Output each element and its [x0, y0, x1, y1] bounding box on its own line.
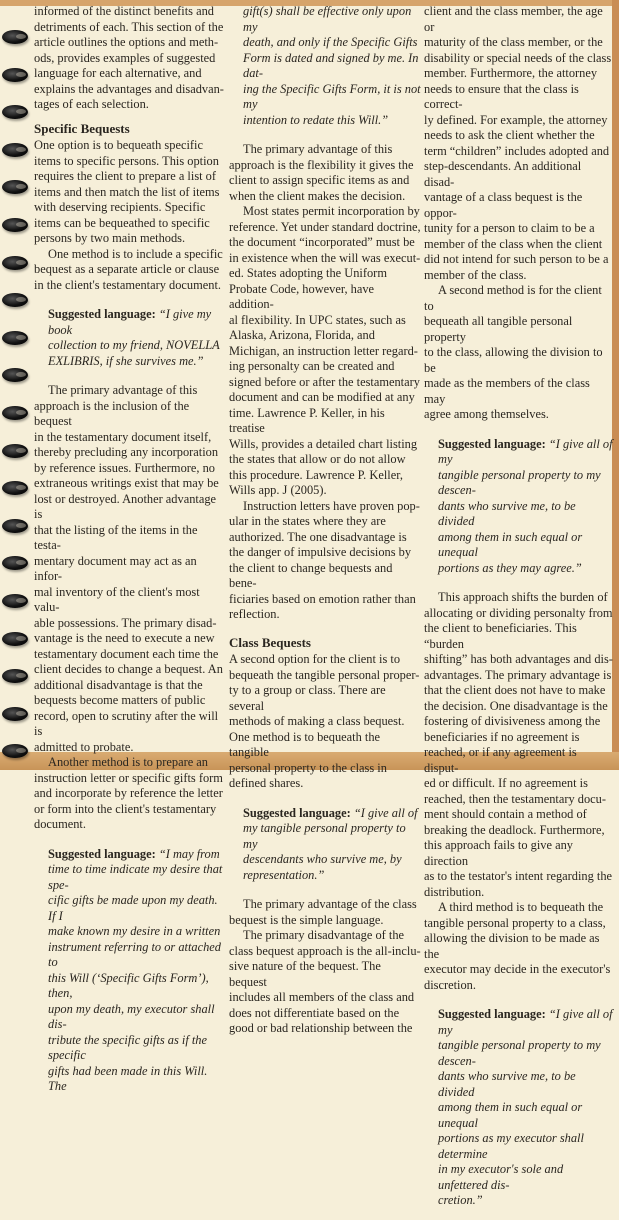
quote-label: Suggested language: — [438, 1007, 546, 1021]
binding-ring — [2, 406, 28, 420]
suggested-language-quote — [48, 847, 226, 1095]
suggested-language-quote — [48, 307, 226, 369]
paragraph: A second method is for the client to bequeath all tangible personal property to the class, allowing the division to be made as the members of the class may agree among themselves. — [424, 283, 603, 421]
suggested-language-quote — [243, 806, 421, 884]
binding-ring — [2, 180, 28, 194]
quote-label: Suggested language: — [243, 805, 351, 820]
binding-ring — [2, 744, 28, 758]
quote-text: “I give all of my tangible personal property to my descendants who survive me, by representation.” — [243, 805, 418, 882]
paragraph: The primary advantage of the class bequest is the simple language. — [229, 897, 417, 927]
paragraph: One method is to include a specific bequest as a separate article or clause in the client's testamentary document. — [34, 246, 223, 292]
paragraph: informed of the distinct benefits and detriments of each. This section of the article outlines the options and meth- ods, provides examples of suggested language for each alternative, and explains the advantages and disadvan- tages of each selection. — [34, 4, 224, 111]
binding-ring — [2, 444, 28, 458]
paragraph: The primary advantage of this approach is the flexibility it gives the client to assign specific items as and when the client makes the decision. — [229, 142, 414, 203]
paragraph: The primary disadvantage of the class bequest approach is the all-inclu- sive nature of the bequest. The bequest includes all members of the class and does not differentiate based on the good or bad relationship between the — [229, 928, 421, 1035]
binding-ring — [2, 707, 28, 721]
binding-ring — [2, 519, 28, 533]
column-1 — [34, 4, 226, 1106]
quote-label: Suggested language: — [438, 436, 546, 451]
suggested-language-quote — [438, 437, 614, 577]
quote-text: “I give all of my tangible personal property to my descen- dants who survive me, to be divided among them in such equal or unequal portions as my executor shall determine in my executor's sole and unfettered dis- cretion.” — [438, 1007, 613, 1207]
paragraph: client and the class member, the age or maturity of the class member, or the disability or special needs of the class member. Furthermore, the attorney needs to ensure that the class is correct- ly defined. For example, the attorney needs to ask the client whether the term “children” includes adopted and step-descendants. An additional disad- vantage of a class bequest is the oppor- tunity for a person to claim to be a member of the class when the client did not intend for such person to be a member of the class. — [424, 4, 612, 282]
paragraph: A second option for the client is to bequeath the tangible personal proper- ty to a group or class. There are several methods of making a class bequest. One method is to bequeath the tangible personal property to the class in defined shares. — [229, 652, 420, 790]
section-heading-specific-bequests: Specific Bequests — [34, 120, 130, 136]
binding-ring — [2, 556, 28, 570]
binding-ring — [2, 293, 28, 307]
quote-label: Suggested language: — [48, 307, 156, 321]
paragraph: This approach shifts the burden of allocating or dividing personalty from the client to beneficiaries. This “burden shifting” has both advantages and dis- advantages. The primary advantage is that the client does not have to make the decision. One disadvantage is the fostering of divisiveness among the beneficiaries if no agreement is reached, or if any agreement is disput- ed or difficult. If no agreement is reached, then the testamentary docu- ment should contain a method of breaking the deadlock. Furthermore, this approach fails to give any direction as to the testator's intent regarding the distribution. — [424, 590, 613, 899]
binding-ring — [2, 218, 28, 232]
section-heading-class-bequests: Class Bequests — [229, 634, 311, 650]
binding-ring — [2, 331, 28, 345]
binding-ring — [2, 68, 28, 82]
binding-ring — [2, 481, 28, 495]
binding-ring — [2, 632, 28, 646]
binding-ring — [2, 30, 28, 44]
binding-ring — [2, 594, 28, 608]
column-2 — [229, 4, 421, 1037]
binding-ring — [2, 105, 28, 119]
suggested-language-quote — [438, 1007, 614, 1209]
paragraph: Instruction letters have proven pop- ular in the states where they are authorized. The one disadvantage is the danger of impulsive decisions by the client to change bequests and bene- ficiaries based on emotion rather than reflection. — [229, 498, 420, 621]
paragraph: A third method is to bequeath the tangible personal property to a class, allowing the division to be made as the executor may decide in the executor's discretion. — [424, 900, 611, 992]
binding-ring — [2, 368, 28, 382]
spiral-binding — [0, 0, 32, 770]
paragraph: The primary advantage of this approach is the inclusion of the bequest in the testamentary document itself, thereby precluding any incorporation by reference issues. Furthermore, no extraneous writings exist that may be lost or destroyed. Another advantage is that the listing of the items in the testa- mentary document may act as an infor- mal inventory of the client's most valu- able possessions. The primary disad- vantage is the need to execute a new testamentary document each time the client decides to change a bequest. An additional disadvantage is that the bequests become matters of public record, open to scrutiny after the will is admitted to probate. — [34, 383, 223, 754]
quote-text: “I give my book collection to my friend, NOVELLA EXLIBRIS, if she survives me.” — [48, 307, 220, 368]
paragraph: Another method is to prepare an instruction letter or specific gifts form and incorporate by reference the letter or form into the client's testamentary document. — [34, 755, 223, 831]
binding-ring — [2, 256, 28, 270]
paragraph: Most states permit incorporation by reference. Yet under standard doctrine, the document “incorporated” must be in existence when the will was execut- ed. States adopting the Uniform Probate Code, however, have addition- al flexibility. In UPC states, such as Alaska, Arizona, Florida, and Michigan, an instruction letter regard- ing personalty can be created and signed before or after the testamentary document and can be modified at any time. Lawrence P. Keller, in his treatise Wills, provides a detailed chart listing the states that allow or do not allow this procedure. Lawrence P. Keller, Wills app. J (2005). — [229, 204, 421, 497]
paragraph: One option is to bequeath specific items to specific persons. This option requires the client to prepare a list of items and then match the list of items with deserving recipients. Specific items can be bequeathed to specific persons by two main methods. — [34, 138, 220, 245]
binding-ring — [2, 143, 28, 157]
quote-text: “I may from time to time indicate my desire that spe- cific gifts be made upon my death. If I make known my desire in a written instrument referring to or attached to this Will (‘Specific Gifts Form’), then, upon my death, my executor shall dis- tribute the specific gifts as if the specific gifts had been made in this Will. The — [48, 846, 223, 1093]
binding-ring — [2, 669, 28, 683]
quote-text: “I give all of my tangible personal property to my descen- dants who survive me, to be divided among them in such equal or unequal portions as they may agree.” — [438, 436, 613, 575]
quote-label: Suggested language: — [48, 846, 156, 861]
column-3 — [424, 4, 614, 1220]
quote-continuation: gift(s) shall be effective only upon my death, and only if the Specific Gifts Form is dated and signed by me. In dat- ing the Specific Gifts Form, it is not my intention to redate this Will.” — [243, 4, 421, 127]
